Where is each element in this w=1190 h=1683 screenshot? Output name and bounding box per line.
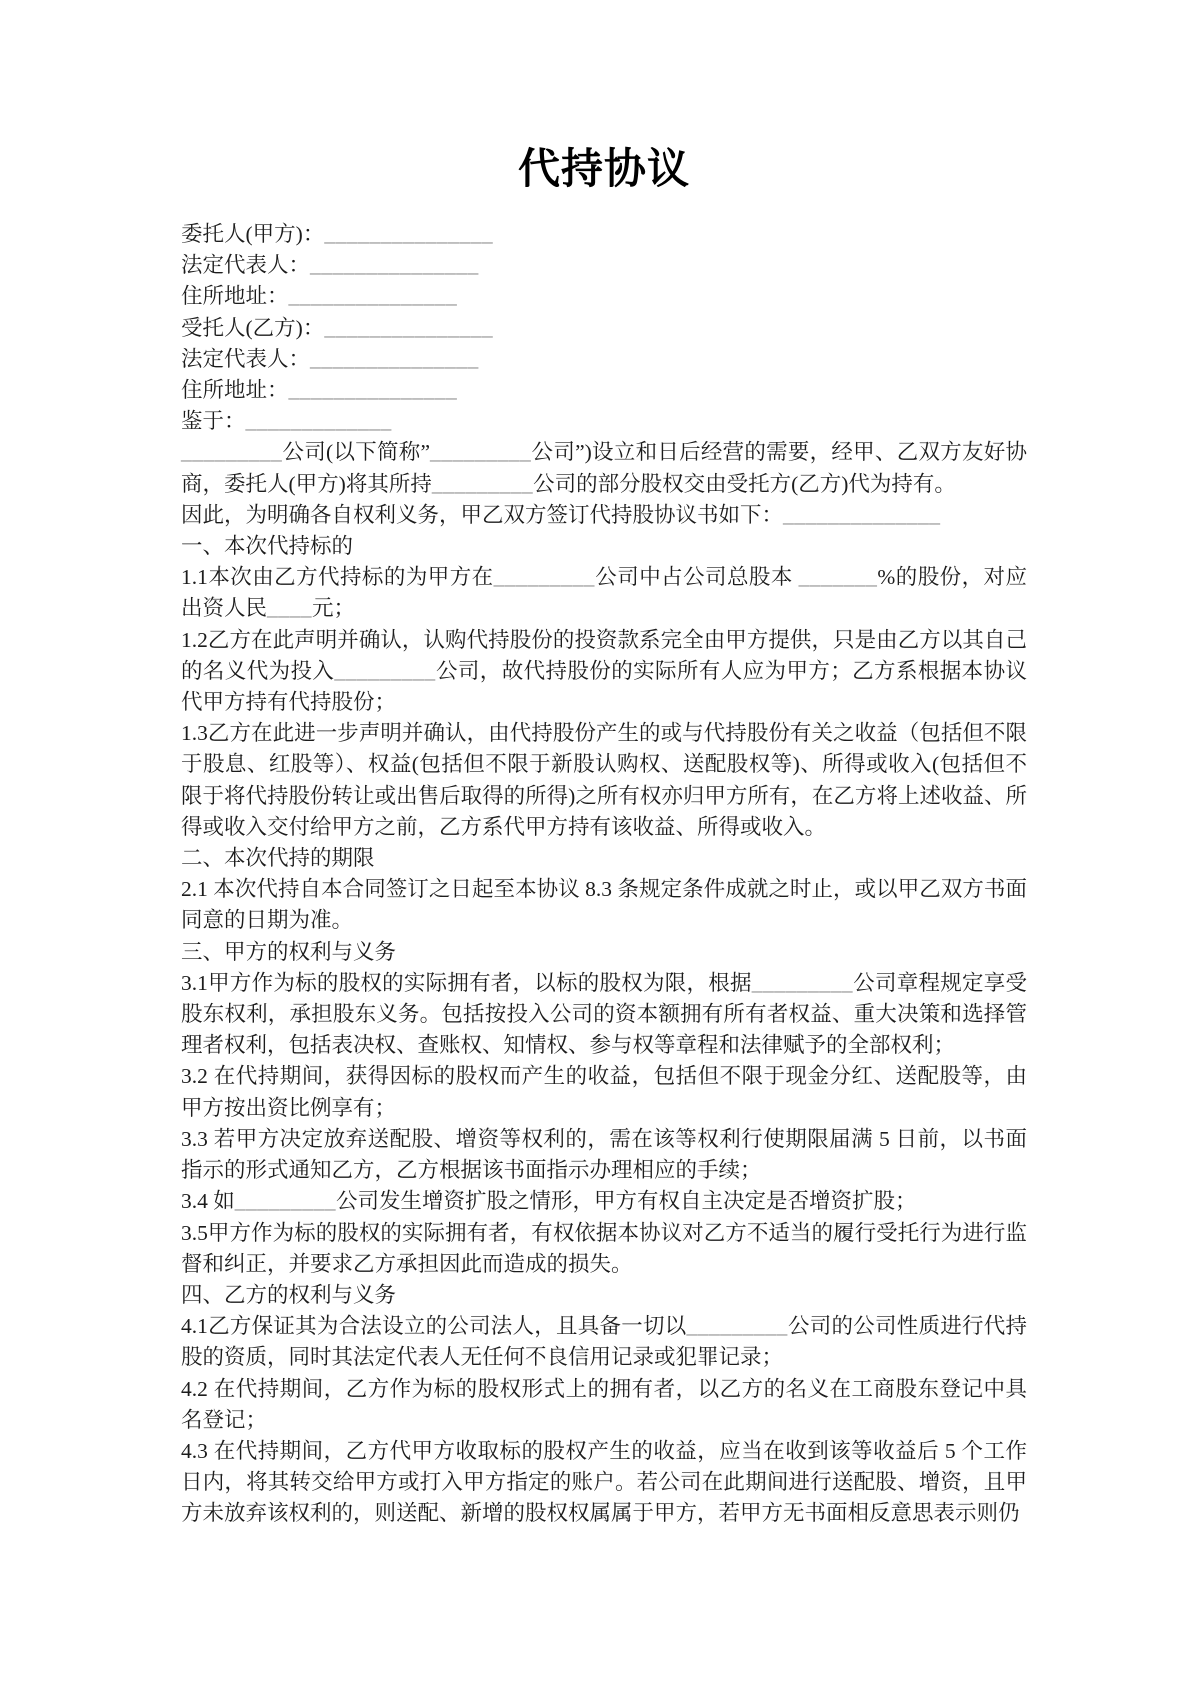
field-label: 法定代表人： bbox=[181, 253, 311, 278]
field-label: 住所地址： bbox=[181, 284, 289, 309]
field-blank-line: _____________ bbox=[245, 409, 392, 434]
paragraph-preamble-purpose: 因此，为明确各自权利义务，甲乙双方签订代持股协议书如下：______________ bbox=[181, 502, 941, 527]
field-label: 住所地址： bbox=[181, 378, 289, 403]
field-trustee bbox=[181, 313, 1027, 344]
field-label: 鉴于： bbox=[181, 409, 246, 434]
clause-3-5: 3.5甲方作为标的股权的实际拥有者，有权依据本协议对乙方不适当的履行受托行为进行监督和纠正，并要求乙方承担因此而造成的损失。 bbox=[181, 1220, 1027, 1276]
clause-2-1: 2.1 本次代持自本合同签订之日起至本协议 8.3 条规定条件成就之时止，或以甲乙双方书面同意的日期为准。 bbox=[181, 877, 1027, 933]
section-2-heading: 二、本次代持的期限 bbox=[181, 846, 375, 871]
field-legal-rep-b bbox=[181, 344, 1027, 375]
clause-4-3: 4.3 在代持期间，乙方代甲方收取标的股权产生的收益，应当在收到该等收益后 5 个工作日内，将其转交给甲方或打入甲方指定的账户。若公司在此期间进行送配股、增资，且甲方未放弃该权利的，则送配、新增的股权权属属于甲方，若甲方无书面相反意思表示则仍 bbox=[181, 1438, 1027, 1526]
clause-4-2: 4.2 在代持期间，乙方作为标的股权形式上的拥有者，以乙方的名义在工商股东登记中具名登记； bbox=[181, 1376, 1027, 1432]
field-whereas bbox=[181, 406, 1027, 437]
clause-3-3: 3.3 若甲方决定放弃送配股、增资等权利的，需在该等权利行使期限届满 5 日前，以书面指示的形式通知乙方，乙方根据该书面指示办理相应的手续； bbox=[181, 1126, 1027, 1183]
clause-1-1: 1.1本次由乙方代持标的为甲方在_________公司中占公司总股本 _______%的股份，对应出资人民____元； bbox=[181, 565, 1027, 621]
field-blank-line: _______________ bbox=[288, 378, 458, 403]
field-blank-line: _______________ bbox=[324, 315, 494, 340]
clause-1-2: 1.2乙方在此声明并确认，认购代持股份的投资款系完全由甲方提供，只是由乙方以其自己的名义代为投入_________公司，故代持股份的实际所有人应为甲方；乙方系根据本协议代甲方持有代持股份； bbox=[181, 627, 1027, 715]
field-legal-rep-a bbox=[181, 250, 1027, 281]
section-3-heading: 三、甲方的权利与义务 bbox=[181, 939, 397, 964]
document-body bbox=[181, 219, 1027, 1530]
field-address-a bbox=[181, 281, 1027, 312]
document-title: 代持协议 bbox=[517, 147, 690, 193]
field-address-b bbox=[181, 375, 1027, 406]
field-blank-line: _______________ bbox=[310, 253, 479, 278]
paragraph-preamble-company: _________公司(以下简称”_________公司”)设立和日后经营的需要，经甲、乙双方友好协商，委托人(甲方)将其所持_________公司的部分股权交由受托方(乙方)代为持有。 bbox=[181, 440, 1027, 496]
field-label: 法定代表人： bbox=[181, 346, 311, 371]
field-blank-line: _______________ bbox=[310, 346, 479, 371]
section-1-heading: 一、本次代持标的 bbox=[181, 534, 354, 559]
section-4-heading: 四、乙方的权利与义务 bbox=[181, 1282, 397, 1307]
clause-1-3: 1.3乙方在此进一步声明并确认，由代持股份产生的或与代持股份有关之收益（包括但不限于股息、红股等）、权益(包括但不限于新股认购权、送配股权等)、所得或收入(包括但不限于将代持股份转让或出售后取得的所得)之所有权亦归甲方所有，在乙方将上述收益、所得或收入交付给甲方之前，乙方系代甲方持有该收益、所得或收入。 bbox=[181, 721, 1027, 839]
field-blank-line: _______________ bbox=[288, 284, 458, 309]
field-entrustor bbox=[181, 219, 1027, 250]
clause-3-1: 3.1甲方作为标的股权的实际拥有者，以标的股权为限，根据_________公司章程规定享受股东权利，承担股东义务。包括按投入公司的资本额拥有所有者权益、重大决策和选择管理者权利，包括表决权、查账权、知情权、参与权等章程和法律赋予的全部权利； bbox=[181, 970, 1027, 1058]
clause-4-1: 4.1乙方保证其为合法设立的公司法人，且具备一切以_________公司的公司性质进行代持股的资质，同时其法定代表人无任何不良信用记录或犯罪记录； bbox=[181, 1314, 1027, 1370]
clause-3-4: 3.4 如_________公司发生增资扩股之情形，甲方有权自主决定是否增资扩股； bbox=[181, 1189, 917, 1214]
field-label: 委托人(甲方)： bbox=[181, 222, 325, 246]
clause-3-2: 3.2 在代持期间，获得因标的股权而产生的收益，包括但不限于现金分红、送配股等，由甲方按出资比例享有； bbox=[181, 1064, 1027, 1120]
field-blank-line: _______________ bbox=[324, 222, 494, 246]
field-label: 受托人(乙方)： bbox=[181, 315, 325, 340]
